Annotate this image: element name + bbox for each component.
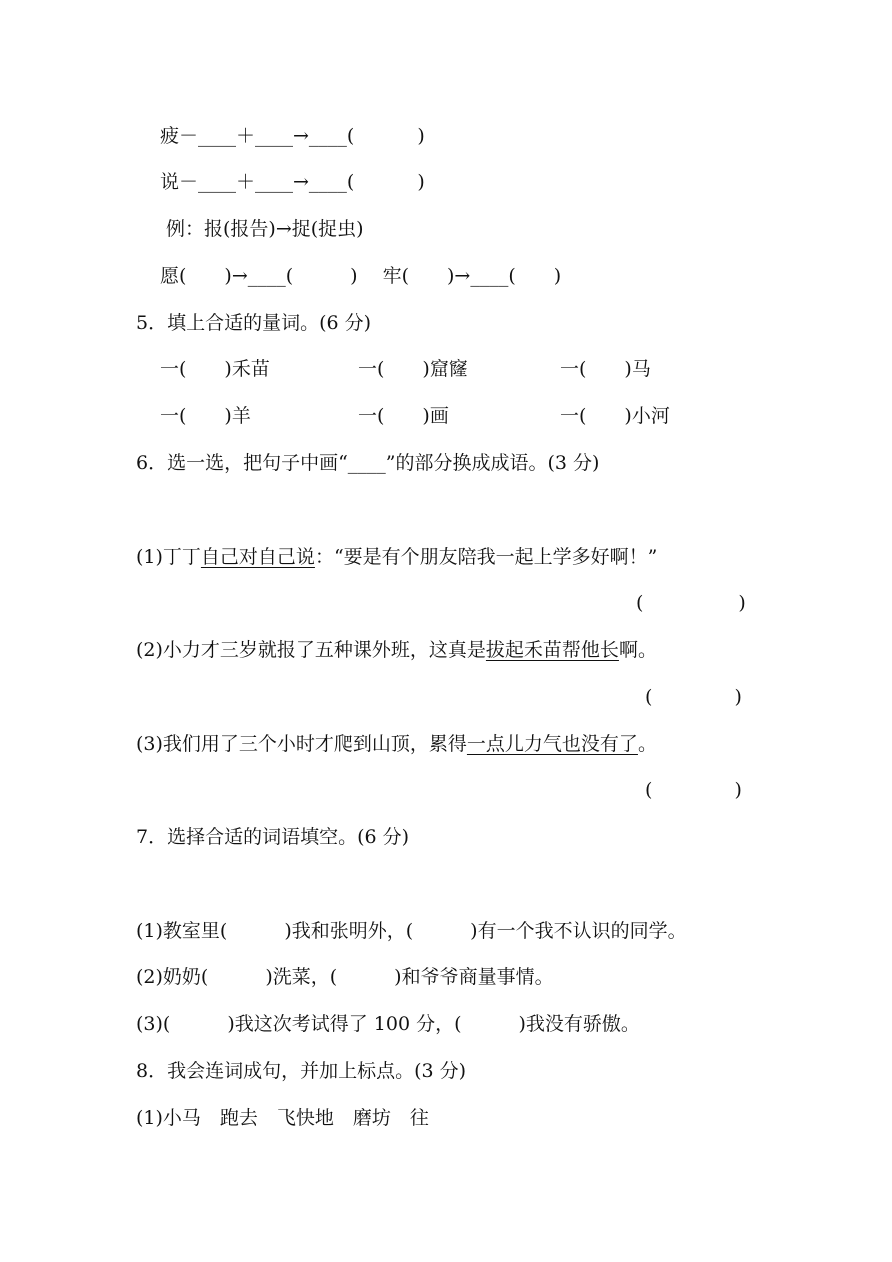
measure-word-item: 一( )马 [560, 358, 651, 380]
question-7-sentence-2: (2)奶奶( )洗菜，( )和爷爷商量事情。 [136, 966, 554, 988]
question-7-sentence-3: (3)( )我这次考试得了 100 分，( )我没有骄傲。 [136, 1013, 640, 1035]
measure-word-item: 一( )画 [358, 405, 449, 427]
question-7-sentence-1: (1)教室里( )我和张明外，( )有一个我不认识的同学。 [136, 920, 687, 942]
sentence-text: (2)小力才三岁就报了五种课外班，这真是 [136, 639, 486, 661]
question-6-sentence-3 [136, 732, 657, 756]
radical-exercise-line-2: 说－____＋____→____( ) [160, 171, 425, 193]
example-line: 例：报(报告)→捉(捉虫) [166, 218, 364, 240]
sentence-text: (1)丁丁 [136, 546, 201, 568]
sentence-text: 。 [637, 733, 657, 755]
sentence-text: 啊。 [618, 639, 657, 661]
sentence-text: ：“要是有个朋友陪我一起上学多好啊！” [314, 546, 658, 568]
question-5-title: 5．填上合适的量词。(6 分) [136, 312, 372, 334]
measure-word-item: 一( )小河 [560, 405, 670, 427]
question-6-sentence-2 [136, 638, 657, 662]
sentence-text: (3)我们用了三个小时才爬到山顶，累得 [136, 733, 467, 755]
question-6-title: 6．选一选，把句子中画“____”的部分换成成语。(3 分) [136, 452, 600, 474]
underlined-phrase: 自己对自己说 [200, 546, 315, 568]
radical-exercise-line-1: 疲－____＋____→____( ) [160, 125, 425, 147]
measure-word-item: 一( )窟窿 [358, 358, 468, 380]
underlined-phrase: 拔起禾苗帮他长 [485, 639, 619, 661]
question-7-title: 7．选择合适的词语填空。(6 分) [136, 826, 410, 848]
answer-blank: ( ) [645, 686, 742, 708]
measure-word-item: 一( )禾苗 [160, 358, 270, 380]
answer-blank: ( ) [645, 779, 742, 801]
measure-word-item: 一( )羊 [160, 405, 251, 427]
question-8-sentence-1: (1)小马 跑去 飞快地 磨坊 往 [136, 1107, 429, 1129]
question-8-title: 8．我会连词成句，并加上标点。(3 分) [136, 1060, 467, 1082]
answer-blank: ( ) [636, 592, 746, 614]
question-6-sentence-1 [136, 545, 657, 569]
radical-exercise-line-3: 愿( )→____( ) 牢( )→____( ) [160, 265, 562, 287]
underlined-phrase: 一点儿力气也没有了 [466, 733, 638, 755]
